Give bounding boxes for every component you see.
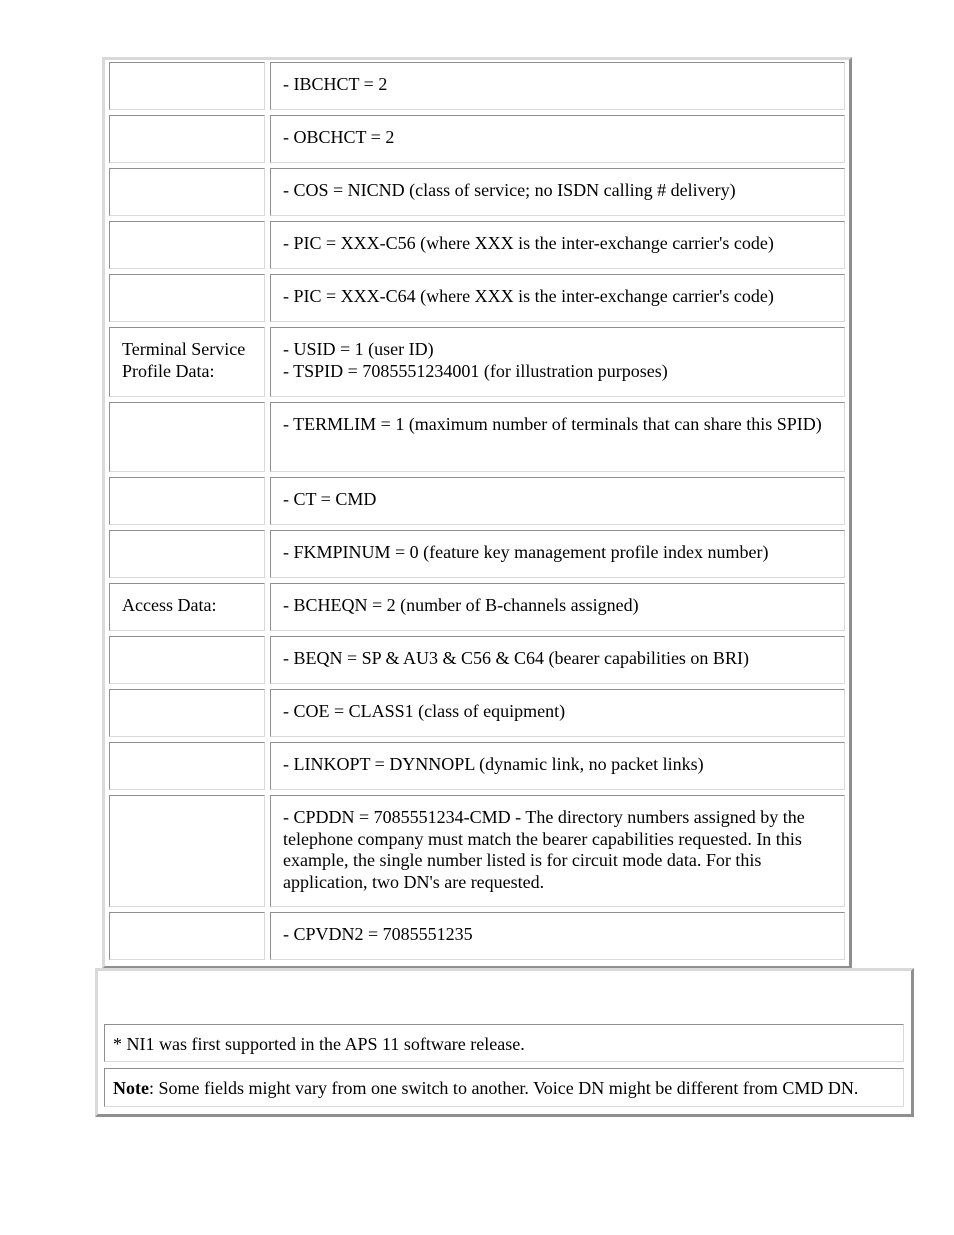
row-label — [109, 530, 265, 578]
footnote: * NI1 was first supported in the APS 11 software release. — [104, 1024, 904, 1062]
row-value: - FKMPINUM = 0 (feature key management profile index number) — [270, 530, 845, 578]
row-label-terminal-service: Terminal Service Profile Data: — [109, 327, 265, 397]
note — [104, 1068, 904, 1107]
row-label — [109, 689, 265, 737]
row-label — [109, 912, 265, 960]
row-label — [109, 795, 265, 907]
row-value: - CPDDN = 7085551234-CMD - The directory numbers assigned by the telephone company must match the bearer capabilities requested. In this example, the single number listed is for circuit mode data. For this application, two DN's are requested. — [270, 795, 845, 907]
row-label — [109, 477, 265, 525]
row-label — [109, 115, 265, 163]
row-value: - CPVDN2 = 7085551235 — [270, 912, 845, 960]
row-label — [109, 742, 265, 790]
note-label: Note — [113, 1078, 149, 1098]
row-value: - PIC = XXX-C64 (where XXX is the inter-exchange carrier's code) — [270, 274, 845, 322]
row-label — [109, 636, 265, 684]
row-label — [109, 402, 265, 472]
row-value: - COS = NICND (class of service; no ISDN calling # delivery) — [270, 168, 845, 216]
row-label — [109, 221, 265, 269]
row-label-access-data: Access Data: — [109, 583, 265, 631]
note-text: : Some fields might vary from one switch to another. Voice DN might be different from CMD DN. — [148, 1078, 859, 1098]
row-value: - BEQN = SP & AU3 & C56 & C64 (bearer capabilities on BRI) — [270, 636, 845, 684]
row-value: - IBCHCT = 2 — [270, 62, 845, 110]
row-label — [109, 62, 265, 110]
row-value: - OBCHCT = 2 — [270, 115, 845, 163]
row-value: - COE = CLASS1 (class of equipment) — [270, 689, 845, 737]
row-label — [109, 274, 265, 322]
row-value: - CT = CMD — [270, 477, 845, 525]
row-value: - BCHEQN = 2 (number of B-channels assigned) — [270, 583, 845, 631]
row-value: - TERMLIM = 1 (maximum number of terminals that can share this SPID) — [270, 402, 845, 472]
row-value: - LINKOPT = DYNNOPL (dynamic link, no packet links) — [270, 742, 845, 790]
row-label — [109, 168, 265, 216]
row-value: - PIC = XXX-C56 (where XXX is the inter-exchange carrier's code) — [270, 221, 845, 269]
row-value: - USID = 1 (user ID) - TSPID = 7085551234001 (for illustration purposes) — [270, 327, 845, 397]
